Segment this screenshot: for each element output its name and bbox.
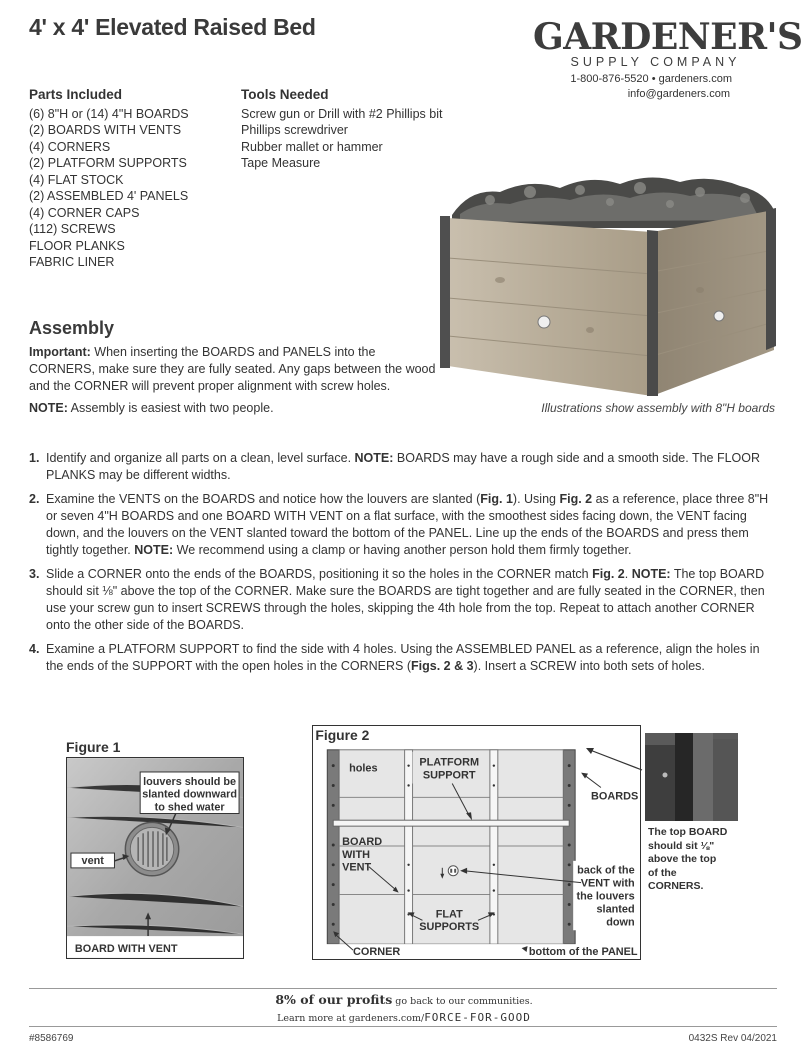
parts-item: (4) CORNERS bbox=[29, 139, 111, 154]
step-text-run: ). Insert a SCREW into both sets of holes. bbox=[473, 659, 705, 673]
logo-subtitle: SUPPLY COMPANY bbox=[570, 55, 741, 69]
step-emphasis: Fig. 1 bbox=[480, 492, 513, 506]
parts-heading: Parts Included bbox=[29, 87, 123, 102]
important-text: When inserting the BOARDS and PANELS into the CORNERS, make sure they are fully seated. Any gaps between the wood and the CORNER will prevent proper alignment with screw holes. bbox=[29, 345, 436, 393]
step-text-run: The top BOARD should sit ⅛" above the top of the CORNER. Make sure the BOARDS are tight together and are fully seated in the CORNER, then use your screw gun to insert SCREWS through the holes, skipping the 4th hole from the top. Repeat to attach another CORNER onto the other side of the BOARDS. bbox=[46, 567, 765, 632]
footer bbox=[0, 992, 808, 1024]
step-text bbox=[46, 450, 774, 484]
parts-item: (4) CORNER CAPS bbox=[29, 205, 140, 220]
figure1-vent-board bbox=[66, 757, 244, 959]
fig2-bwv-label: BOARD bbox=[342, 835, 383, 848]
fig2-back-label: VENT with bbox=[580, 877, 635, 890]
step-emphasis: NOTE: bbox=[354, 451, 394, 465]
step-emphasis: NOTE: bbox=[134, 543, 174, 557]
figure3-corner-photo bbox=[645, 733, 738, 821]
fig2-platform-label: PLATFORM bbox=[419, 756, 480, 769]
fig2-back-label: slanted bbox=[596, 903, 635, 916]
contact-email: info@gardeners.com bbox=[627, 88, 730, 100]
fig3-caption-line: should sit ⅛" bbox=[648, 839, 715, 852]
note-label: NOTE: bbox=[29, 401, 68, 415]
step-text-run: Slide a CORNER onto the ends of the BOARDS, positioning it so the holes in the CORNER match bbox=[46, 567, 593, 581]
fig1-vent-label: vent bbox=[81, 854, 104, 867]
tools-item: Rubber mallet or hammer bbox=[241, 139, 383, 154]
fig2-platform-label: SUPPORT bbox=[422, 769, 476, 782]
contact-info bbox=[570, 72, 732, 102]
fig1-callout: to shed water bbox=[154, 801, 225, 814]
parts-item: (112) SCREWS bbox=[29, 222, 116, 236]
fig2-bwv-label: WITH bbox=[342, 848, 370, 861]
footer-force-for-good: FORCE-FOR-GOOD bbox=[424, 1011, 531, 1024]
important-label: Important: bbox=[29, 345, 91, 359]
parts-item: (2) BOARDS WITH VENTS bbox=[29, 123, 182, 137]
step-number: 2. bbox=[29, 492, 40, 506]
fig2-back-label: back of the bbox=[577, 864, 635, 877]
step-text-run: ). Using bbox=[512, 492, 560, 506]
fig3-caption-line: of the bbox=[648, 866, 677, 879]
assembly-heading: Assembly bbox=[29, 318, 115, 338]
step-item bbox=[29, 491, 774, 559]
parts-list bbox=[29, 87, 229, 271]
figure3-caption bbox=[648, 826, 748, 894]
tools-item: Tape Measure bbox=[241, 156, 321, 170]
parts-item: (2) PLATFORM SUPPORTS bbox=[29, 156, 187, 170]
assembly-steps bbox=[29, 450, 774, 682]
step-text-run: . bbox=[624, 567, 632, 581]
fig3-caption-line: above the top bbox=[648, 853, 717, 865]
footer-profit: 8% of our profits bbox=[275, 992, 393, 1007]
brand-logo bbox=[533, 16, 803, 69]
fig3-pointer-arrow bbox=[580, 740, 650, 780]
raised-bed-photo bbox=[440, 170, 776, 396]
sku-number: #8586769 bbox=[29, 1033, 74, 1044]
fig2-back-label: down bbox=[606, 916, 635, 929]
step-emphasis: Fig. 2 bbox=[592, 567, 625, 581]
contact-phone-web: 1-800-876-5520 • gardeners.com bbox=[570, 73, 732, 85]
fig2-flat-label: SUPPORTS bbox=[419, 921, 480, 934]
step-text-run: We recommend using a clamp or having another person hold them firmly together. bbox=[173, 543, 632, 557]
step-text bbox=[46, 641, 774, 675]
note-text: Assembly is easiest with two people. bbox=[67, 401, 274, 415]
step-text bbox=[46, 491, 774, 559]
footer-learn: Learn more at gardeners.com/ bbox=[277, 1013, 425, 1024]
tools-item: Phillips screwdriver bbox=[241, 123, 348, 137]
fig1-board-label: BOARD WITH VENT bbox=[74, 942, 178, 955]
parts-item: FLOOR PLANKS bbox=[29, 238, 125, 253]
step-text-run: Examine the VENTS on the BOARDS and notice how the louvers are slanted ( bbox=[46, 492, 481, 506]
tools-heading: Tools Needed bbox=[241, 87, 329, 102]
fig2-label: Figure 2 bbox=[315, 726, 370, 743]
page-title: 4' x 4' Elevated Raised Bed bbox=[29, 14, 316, 40]
step-number: 1. bbox=[29, 451, 40, 465]
revision-number: 0432S Rev 04/2021 bbox=[688, 1033, 777, 1044]
step-number: 3. bbox=[29, 567, 40, 581]
tools-item: Screw gun or Drill with #2 Phillips bit bbox=[241, 106, 443, 121]
fig1-callout: louvers should be bbox=[143, 775, 237, 788]
fig3-caption-line: CORNERS. bbox=[648, 880, 704, 892]
step-text-run: Examine a PLATFORM SUPPORT to find the side with 4 holes. Using the ASSEMBLED PANEL as a reference, align the holes in the ends of the SUPPORT with the open holes in the CORNERS ( bbox=[46, 642, 760, 673]
fig1-callout: slanted downward bbox=[142, 788, 237, 801]
fig2-corner-label: CORNER bbox=[353, 946, 401, 959]
parts-item: (6) 8"H or (14) 4"H BOARDS bbox=[29, 106, 189, 121]
footer-profit-rest: go back to our communities. bbox=[392, 996, 533, 1007]
fig2-flat-label: FLAT bbox=[435, 908, 463, 921]
step-emphasis: Fig. 2 bbox=[559, 492, 593, 506]
parts-item: (2) ASSEMBLED 4' PANELS bbox=[29, 189, 189, 203]
fig2-holes-label: holes bbox=[349, 762, 378, 775]
tools-list bbox=[241, 87, 461, 172]
step-text-run: BOARDS may have a rough side and a smooth side. The FLOOR PLANKS may be different widths. bbox=[46, 451, 761, 482]
parts-item: (4) FLAT STOCK bbox=[29, 172, 124, 187]
step-text bbox=[46, 566, 774, 634]
parts-item: FABRIC LINER bbox=[29, 255, 115, 269]
fig2-bwv-label: VENT bbox=[342, 861, 372, 874]
step-text-run: as a reference, place three 8"H or seven 4"H BOARDS and one BOARD WITH VENT on a flat surface, with the smoothest sides facing down, the VENT facing down, and the louvers on the VENT slanted toward the bottom of the PANEL. Line up the ends of the BOARDS and press them tightly together. bbox=[46, 492, 769, 557]
step-number: 4. bbox=[29, 642, 40, 656]
step-text-run: Identify and organize all parts on a clean, level surface. bbox=[46, 451, 355, 465]
step-item bbox=[29, 641, 774, 675]
important-note bbox=[29, 344, 439, 395]
step-emphasis: Figs. 2 & 3 bbox=[411, 659, 474, 673]
fig2-boards-label: BOARDS bbox=[591, 790, 639, 803]
fig3-caption-line: The top BOARD bbox=[648, 826, 728, 838]
figure1-label: Figure 1 bbox=[66, 739, 121, 755]
step-item bbox=[29, 450, 774, 484]
footer-divider-bottom bbox=[29, 1026, 777, 1027]
assembly-note bbox=[29, 401, 274, 415]
fig2-back-label: the louvers bbox=[576, 890, 635, 903]
logo-brand: GARDENER'S bbox=[533, 16, 803, 58]
footer-divider bbox=[29, 988, 777, 989]
step-emphasis: NOTE: bbox=[631, 567, 671, 581]
illustration-caption: Illustrations show assembly with 8"H boards bbox=[541, 401, 775, 415]
fig2-bottom-label: bottom of the PANEL bbox=[528, 946, 638, 959]
step-item bbox=[29, 566, 774, 634]
